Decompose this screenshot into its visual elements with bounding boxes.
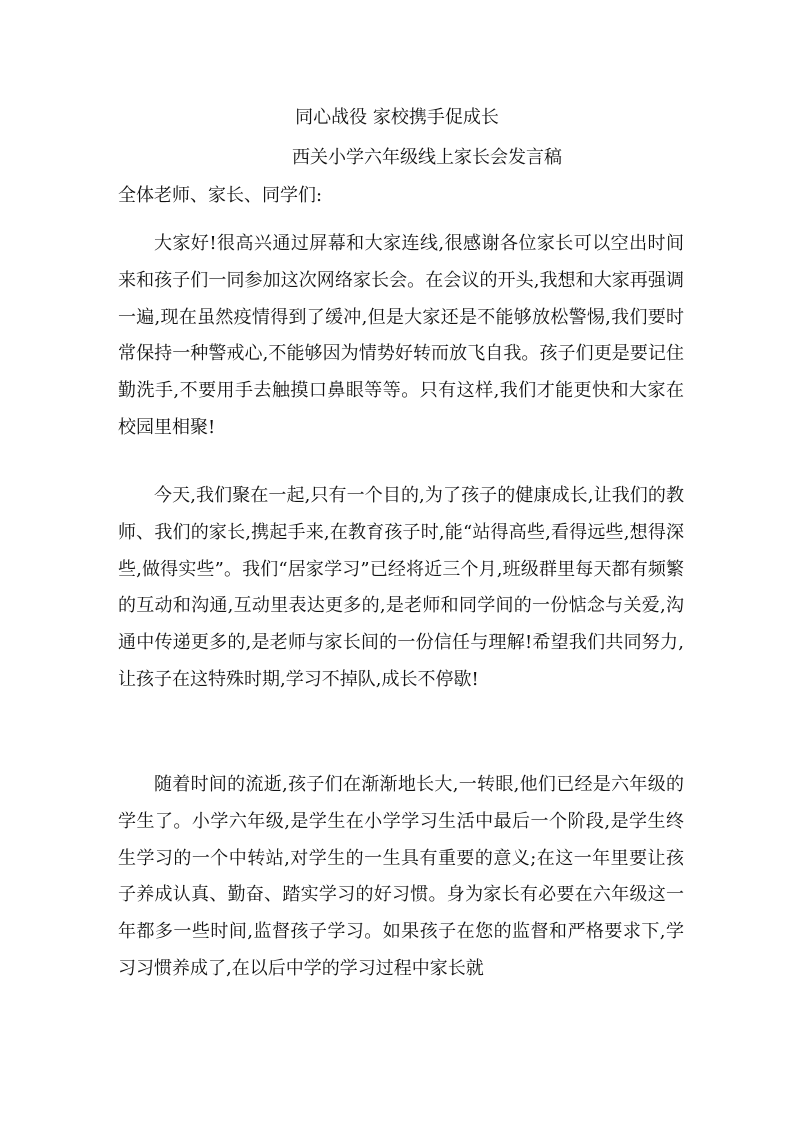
paragraph-3	[118, 767, 684, 988]
paragraph-text: 随着时间的流逝,孩子们在渐渐地长大,一转眼,他们已经是六年级的学生了。小学六年级,是学生在小学学习生活中最后一个阶段,是学生终生学习的一个中转站,对学生的一生具有重要的意义;在这一年里要让孩子养成认真、勤奋、踏实学习的好习惯。身为家长有必要在六年级这一年都多一些时间,监督孩子学习。如果孩子在您的监督和严格要求下,学习习惯养成了,在以后中学的学习过程中家长就	[118, 774, 684, 979]
paragraph-text: 大家好!很高兴通过屏幕和大家连线,很感谢各位家长可以空出时间来和孩子们一同参加这次网络家长会。在会议的开头,我想和大家再强调一遍,现在虽然疫情得到了缓冲,但是大家还是不能够放松警惕,我们要时常保持一种警戒心,不能够因为情势好转而放飞自我。孩子们更是要记住勤洗手,不要用手去触摸口鼻眼等等。只有这样,我们才能更快和大家在校园里相聚!	[118, 233, 684, 438]
document-subtitle: 西关小学六年级线上家长会发言稿	[292, 147, 562, 168]
paragraph-text: 今天,我们聚在一起,只有一个目的,为了孩子的健康成长,让我们的教师、我们的家长,携起手来,在教育孩子时,能“站得高些,看得远些,想得深些,做得实些”。我们“居家学习”已经将近三个月,班级群里每天都有频繁的互动和沟通,互动里表达更多的,是老师和同学间的一份惦念与关爱,沟通中传递更多的,是老师与家长间的一份信任与理解!希望我们共同努力,让孩子在这特殊时期,学习不掉队,成长不停歇!	[118, 485, 684, 690]
document-title: 同心战役 家校携手促成长	[295, 107, 499, 128]
paragraph-1	[118, 226, 684, 447]
paragraph-2	[118, 478, 684, 699]
salutation: 全体老师、家长、同学们:	[118, 185, 323, 206]
